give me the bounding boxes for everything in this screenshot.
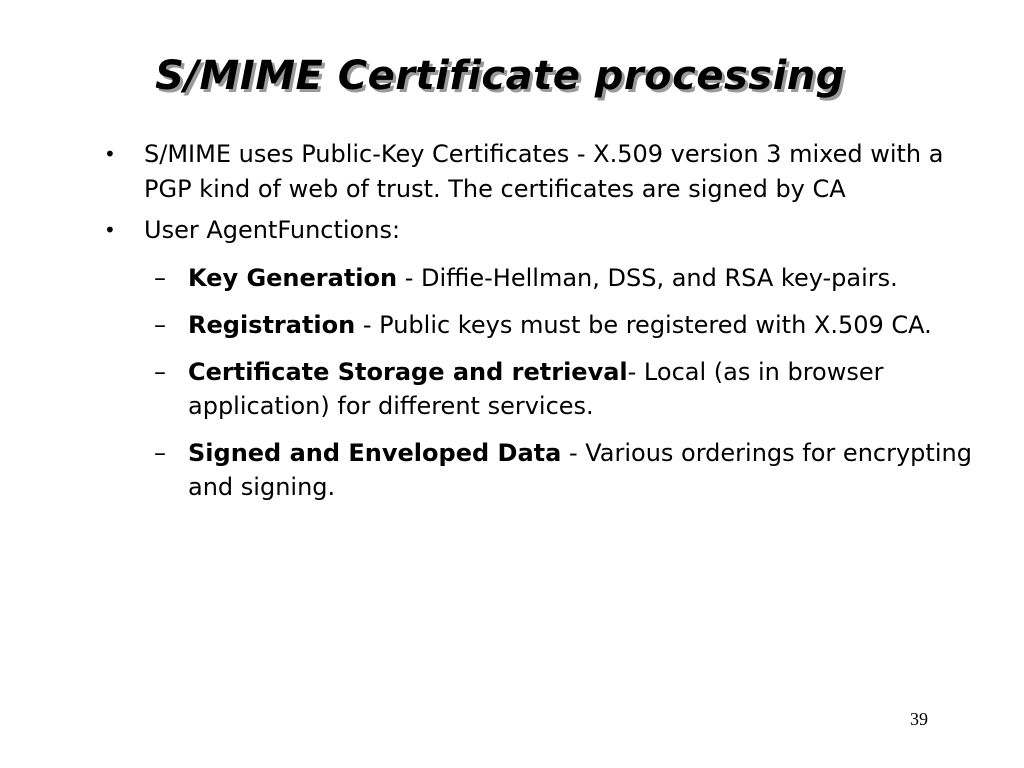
bullet-item <box>104 137 984 207</box>
sub-bullet-description: - Public keys must be registered with X.509 CA. <box>355 311 932 339</box>
sub-bullet-term: Registration <box>188 311 356 339</box>
bullet-text: User AgentFunctions: <box>144 216 401 244</box>
bullet-marker: • <box>104 218 116 242</box>
slide-content <box>104 137 984 504</box>
bullet-marker: • <box>104 142 116 166</box>
sub-bullet-term: Key Generation <box>188 264 398 292</box>
bullet-item <box>104 213 984 248</box>
sub-bullet-term: Certificate Storage and retrieval <box>188 358 628 386</box>
sub-bullet-item <box>104 261 984 295</box>
dash-marker: – <box>154 264 166 292</box>
sub-bullet-description: - Various orderings for encrypting and signing. <box>188 439 972 501</box>
sub-bullet-description: - Local (as in browser application) for different services. <box>188 358 884 420</box>
dash-marker: – <box>154 358 166 386</box>
sub-bullet-term: Signed and Enveloped Data <box>188 439 562 467</box>
sub-bullet-item <box>104 355 984 423</box>
sub-bullet-item <box>104 308 984 342</box>
dash-marker: – <box>154 311 166 339</box>
slide-title: S/MIME Certificate processing <box>155 53 845 99</box>
sub-bullet-description: - Diffie-Hellman, DSS, and RSA key-pairs. <box>397 264 898 292</box>
dash-marker: – <box>154 439 166 467</box>
page-number: 39 <box>910 709 928 729</box>
sub-bullet-item <box>104 436 984 504</box>
bullet-text: S/MIME uses Public-Key Certificates - X.509 version 3 mixed with a PGP kind of web of trust. The certificates are signed by CA <box>144 140 944 203</box>
